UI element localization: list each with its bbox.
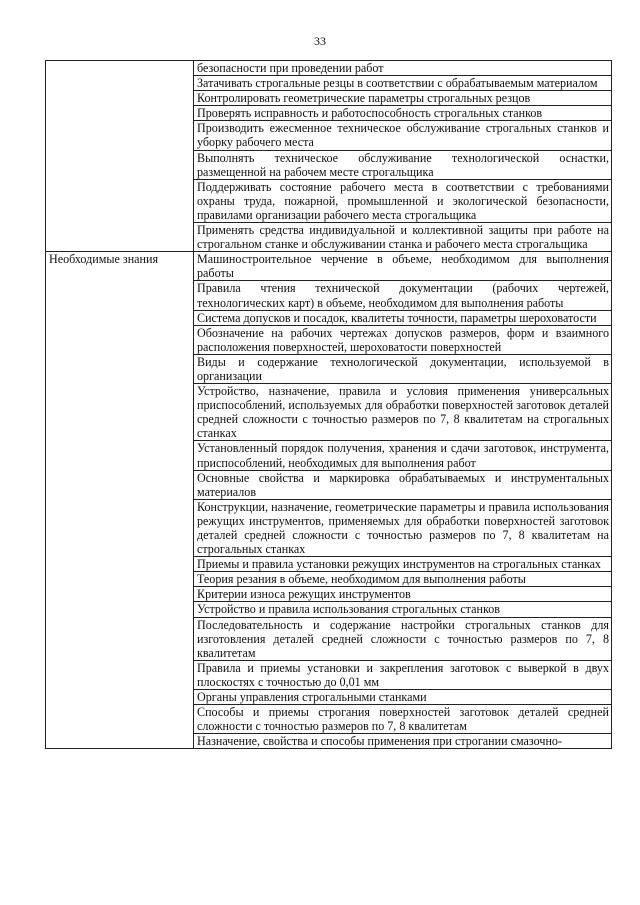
requirement-text: Виды и содержание технологической документации, используемой в организации (194, 354, 612, 383)
requirement-text: Теория резания в объеме, необходимом для выполнения работы (194, 572, 612, 587)
requirement-text: Последовательность и содержание настройки строгальных станков для изготовления деталей средней сложности с точностью размеров по 7, 8 квалитетам (194, 617, 612, 660)
requirement-text: Устройство, назначение, правила и условия применения универсальных приспособлений, используемых для обработки поверхностей заготовок деталей средней сложности с точностью размеров по 7, 8 квалитетам на строгальных станках (194, 384, 612, 441)
requirement-text: Применять средства индивидуальной и коллективной защиты при работе на строгальном станке и обслуживании станка и рабочего места строгальщика (194, 223, 612, 252)
requirement-text: безопасности при проведении работ (194, 61, 612, 76)
requirement-text: Основные свойства и маркировка обрабатываемых и инструментальных материалов (194, 470, 612, 499)
section-label-cell (46, 61, 194, 252)
requirements-table (45, 60, 612, 749)
requirement-text: Выполнять техническое обслуживание технологической оснастки, размещенной на рабочем месте строгальщика (194, 150, 612, 179)
requirement-text: Проверять исправность и работоспособность строгальных станков (194, 106, 612, 121)
requirement-text: Производить ежесменное техническое обслуживание строгальных станков и уборку рабочего места (194, 121, 612, 150)
requirement-text: Назначение, свойства и способы применения при строгании смазочно- (194, 734, 612, 749)
requirement-text: Затачивать строгальные резцы в соответствии с обрабатываемым материалом (194, 76, 612, 91)
page-number: 33 (314, 34, 326, 48)
section-label-cell (46, 252, 194, 749)
requirement-text: Органы управления строгальными станками (194, 690, 612, 705)
requirement-text: Машиностроительное черчение в объеме, необходимом для выполнения работы (194, 252, 612, 281)
table-row (46, 61, 612, 76)
requirement-text: Система допусков и посадок, квалитеты точности, параметры шероховатости (194, 310, 612, 325)
requirement-text: Установленный порядок получения, хранения и сдачи заготовок, инструмента, приспособлений, необходимых для выполнения работ (194, 441, 612, 470)
requirement-text: Правила чтения технической документации (рабочих чертежей, технологических карт) в объеме, необходимом для выполнения работы (194, 281, 612, 310)
requirement-text: Поддерживать состояние рабочего места в соответствии с требованиями охраны труда, пожарной, промышленной и экологической безопасности, правилами организации рабочего места строгальщика (194, 179, 612, 222)
requirement-text: Способы и приемы строгания поверхностей заготовок деталей средней сложности с точностью размеров по 7, 8 квалитетам (194, 705, 612, 734)
requirement-text: Критерии износа режущих инструментов (194, 587, 612, 602)
requirement-text: Обозначение на рабочих чертежах допусков размеров, форм и взаимного расположения поверхностей, шероховатости поверхностей (194, 325, 612, 354)
requirement-text: Приемы и правила установки режущих инструментов на строгальных станках (194, 557, 612, 572)
requirement-text: Правила и приемы установки и закрепления заготовок с выверкой в двух плоскостях с точностью до 0,01 мм (194, 660, 612, 689)
requirement-text: Контролировать геометрические параметры строгальных резцов (194, 91, 612, 106)
requirement-text: Устройство и правила использования строгальных станков (194, 602, 612, 617)
section-label: Необходимые знания (49, 252, 159, 267)
requirement-text: Конструкции, назначение, геометрические параметры и правила использования режущих инструментов, применяемых для обработки поверхностей заготовок деталей средней сложности с точностью размеров по 7, 8 квалитетам на строгальных станках (194, 499, 612, 556)
table-row (46, 252, 612, 281)
